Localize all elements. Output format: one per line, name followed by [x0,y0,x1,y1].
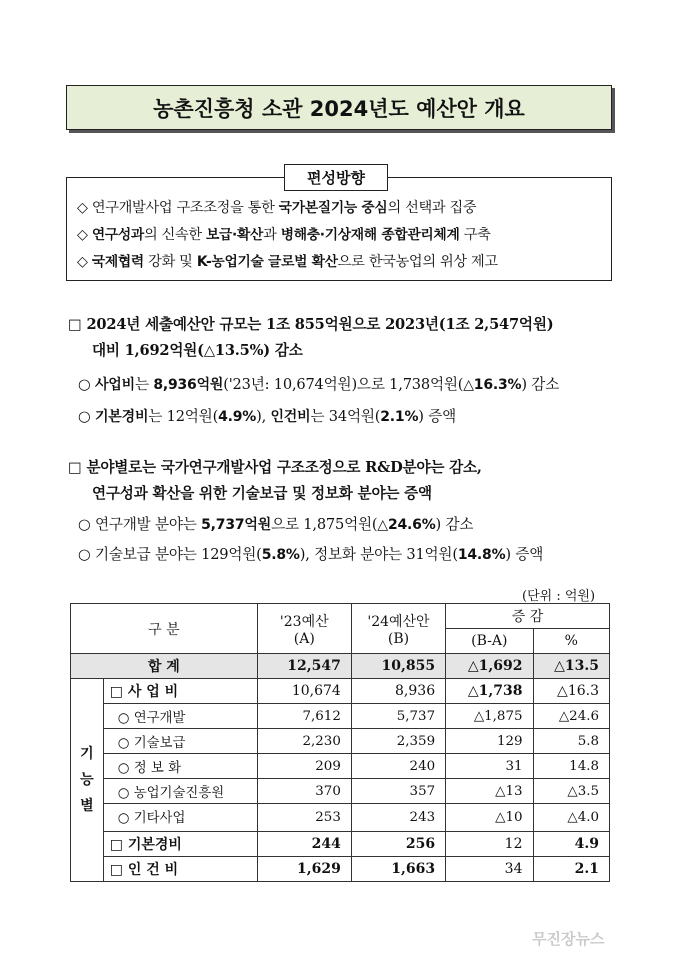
total-label: 합 계 [71,654,258,679]
text: ◇ 연구개발사업 구조조정을 통한 [77,200,279,216]
sub-b: 243 [351,804,445,832]
text: 의 선택과 집중 [387,200,477,216]
text-bold: K-농업기술 글로벌 확산 [196,254,338,270]
sub-a: 370 [257,779,351,804]
text: 는 34억원( [310,408,381,425]
sub-label: ○ 연구개발 [103,704,257,729]
budget-table [70,603,610,882]
text-bold: 병해충·기상재해 종합관리체계 [280,227,460,243]
header-category: 구 분 [71,604,258,654]
sub-diff: 31 [446,754,533,779]
sub-a: 209 [257,754,351,779]
section1-line2: 대비 1,692억원(△13.5%) 감소 [92,342,303,359]
direction-label [284,164,388,191]
text-bold: 5,737억원 [201,517,272,533]
project-label: □ 사 업 비 [103,679,257,704]
text: 의 신속한 [143,227,206,243]
project-pct: △16.3 [533,679,610,704]
table-row [71,779,610,804]
text: ), 정보화 분야는 31억원( [299,546,458,563]
total-b: 10,855 [351,654,445,679]
table-row [71,729,610,754]
sub-diff: △1,875 [446,704,533,729]
section2-heading [68,455,482,507]
text: 강화 및 [143,254,197,270]
text: ○ 기술보급 분야는 129억원( [78,546,262,563]
labor-diff: 34 [446,857,533,882]
basic-a: 244 [257,832,351,857]
unit-label: (단위 : 억원) [522,589,596,604]
sub-diff: △10 [446,804,533,832]
basic-b: 256 [351,832,445,857]
text-bold: △24.6% [377,517,436,533]
table-row [71,804,610,832]
text: ◇ [77,227,92,243]
watermark: 무진장뉴스 [532,930,605,948]
basic-label: □ 기본경비 [103,832,257,857]
basic-diff: 12 [446,832,533,857]
header-2023-label: '23예산 [279,613,329,630]
header-change: 증 감 [446,604,610,629]
project-b: 8,936 [351,679,445,704]
text-bold: 국가본질기능 중심 [278,200,388,216]
labor-b: 1,663 [351,857,445,882]
total-a: 12,547 [257,654,351,679]
text: ) 증액 [505,546,544,563]
text: ○ [78,376,95,393]
text-bold: 사업비 [94,377,135,393]
table-row-total [71,654,610,679]
text: ○ 연구개발 분야는 [78,516,202,533]
header-2024 [351,604,445,654]
text: 는 [134,376,154,393]
text-bold: 8,936억원 [153,377,224,393]
text-bold: 연구성과 [91,227,144,243]
text-bold: 2.1% [380,409,419,425]
direction-box [66,177,612,281]
text: ) 감소 [521,376,560,393]
text: 는 12억원( [148,408,219,425]
section1-line1: □ 2024년 세출예산안 규모는 1조 855억원으로 2023년(1조 2,547억원) [68,316,554,333]
text: ) 증액 [418,408,457,425]
sub-a: 253 [257,804,351,832]
section1-heading [68,312,553,364]
section2-line2: 연구성과 확산을 위한 기술보급 및 정보화 분야는 증액 [92,485,432,502]
sub-label: ○ 기타사업 [103,804,257,832]
text-bold: 국제협력 [91,254,144,270]
sub-label: ○ 정 보 화 [103,754,257,779]
sub-label: ○ 농업기술진흥원 [103,779,257,804]
document-title [66,85,612,130]
header-2024-sub: (B) [387,630,410,647]
total-pct: △13.5 [533,654,610,679]
project-diff: △1,738 [446,679,533,704]
text-bold: △16.3% [463,377,522,393]
sub-pct: △24.6 [533,704,610,729]
labor-label: □ 인 건 비 [103,857,257,882]
sub-a: 2,230 [257,729,351,754]
header-2024-label: '24예산안 [367,613,430,630]
sub-diff: 129 [446,729,533,754]
sub-b: 2,359 [351,729,445,754]
sub-diff: △13 [446,779,533,804]
direction-line-1 [77,195,611,222]
table-row [71,754,610,779]
sub-b: 5,737 [351,704,445,729]
table-row-project [71,679,610,704]
header-diff: (B-A) [446,629,533,654]
text: ○ [78,408,95,425]
text: 으로 한국농업의 위상 제고 [337,254,498,270]
section2-bullet2 [78,542,543,568]
sub-pct: △3.5 [533,779,610,804]
text: ('23년: 10,674억원)으로 1,738억원( [223,376,464,393]
text: ◇ [77,254,92,270]
text: ) 감소 [435,516,474,533]
direction-line-3 [77,249,611,276]
text-bold: 4.9% [218,409,257,425]
header-2023 [257,604,351,654]
direction-label-text: 편성방향 [307,169,365,187]
sub-b: 357 [351,779,445,804]
sub-pct: 5.8 [533,729,610,754]
section1-bullet2 [78,404,456,430]
total-diff: △1,692 [446,654,533,679]
text: 구축 [459,227,491,243]
sub-b: 240 [351,754,445,779]
text: ), [256,408,271,425]
text-bold: 14.8% [457,547,506,563]
table-row-basic [71,832,610,857]
text: 과 [263,227,281,243]
table-row-labor [71,857,610,882]
section2-line1: □ 분야별로는 국가연구개발사업 구조조정으로 R&D분야는 감소, [68,459,482,476]
direction-line-2 [77,222,611,249]
sub-pct: 14.8 [533,754,610,779]
labor-a: 1,629 [257,857,351,882]
text-bold: 보급·확산 [206,227,264,243]
text-bold: 5.8% [261,547,300,563]
sub-label: ○ 기술보급 [103,729,257,754]
header-2023-sub: (A) [293,630,315,647]
text: 으로 1,875억원( [271,516,378,533]
side-label: 기 능 별 [71,679,104,882]
project-a: 10,674 [257,679,351,704]
table-row [71,704,610,729]
text-bold: 인건비 [270,409,311,425]
table-header-row-1 [71,604,610,629]
header-pct: % [533,629,610,654]
sub-pct: △4.0 [533,804,610,832]
section1-bullet1 [78,372,559,398]
labor-pct: 2.1 [533,857,610,882]
basic-pct: 4.9 [533,832,610,857]
section2-bullet1 [78,512,473,538]
document-title-text: 농촌진흥청 소관 2024년도 예산안 개요 [153,96,525,121]
sub-a: 7,612 [257,704,351,729]
text-bold: 기본경비 [94,409,149,425]
